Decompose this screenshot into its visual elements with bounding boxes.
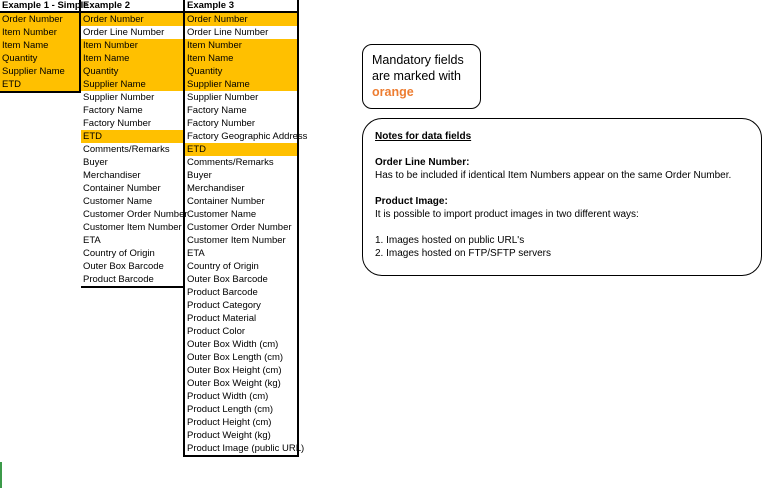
field-row: Customer Item Number xyxy=(83,222,182,233)
field-row: Customer Item Number xyxy=(187,235,286,246)
field-row: Order Number xyxy=(81,13,183,26)
field-row: Outer Box Height (cm) xyxy=(187,365,282,376)
field-row: Comments/Remarks xyxy=(83,144,170,155)
field-row: Product Height (cm) xyxy=(187,417,272,428)
field-row: Product Category xyxy=(187,300,261,311)
mandatory-highlight-word: orange xyxy=(372,85,414,99)
field-row: Product Length (cm) xyxy=(187,404,274,415)
field-row: Merchandiser xyxy=(187,183,245,194)
field-row: Factory Number xyxy=(187,118,256,129)
field-row: Factory Number xyxy=(83,118,152,129)
field-row: Order Number xyxy=(0,13,79,26)
field-row: Outer Box Width (cm) xyxy=(187,339,279,350)
field-row: ETD xyxy=(81,130,183,143)
field-row: Container Number xyxy=(83,183,161,194)
image-option-2: 2. Images hosted on FTP/SFTP servers xyxy=(375,248,551,259)
field-row: Factory Name xyxy=(187,105,247,116)
field-row: Supplier Number xyxy=(187,92,259,103)
field-row: Product Barcode xyxy=(187,287,258,298)
column-header: Example 1 - Simple xyxy=(2,0,89,11)
field-row: Supplier Number xyxy=(83,92,155,103)
field-row: Factory Geographic Address xyxy=(187,131,308,142)
image-option-1: 1. Images hosted on public URL's xyxy=(375,235,525,246)
field-row: Order Line Number xyxy=(187,27,269,38)
field-row: Factory Name xyxy=(83,105,143,116)
example-2-column xyxy=(81,0,188,288)
field-row: Customer Order Number xyxy=(83,209,188,220)
example-3-column xyxy=(183,0,308,457)
column-header: Example 3 xyxy=(185,0,297,13)
field-row: Customer Order Number xyxy=(187,222,292,233)
field-row: Buyer xyxy=(83,157,108,168)
field-row: Product Weight (kg) xyxy=(187,430,271,441)
field-row: Product Barcode xyxy=(83,274,154,285)
field-row: Buyer xyxy=(187,170,212,181)
field-row: Product Color xyxy=(187,326,246,337)
field-row: Quantity xyxy=(0,52,79,65)
field-row: Quantity xyxy=(185,65,297,78)
order-line-text: Has to be included if identical Item Numbers appear on the same Order Number. xyxy=(375,170,732,181)
field-row: Item Name xyxy=(81,52,183,65)
field-row: Outer Box Barcode xyxy=(83,261,164,272)
field-row: Comments/Remarks xyxy=(187,157,274,168)
field-row: Supplier Name xyxy=(185,78,297,91)
field-row: Supplier Name xyxy=(81,78,183,91)
field-row: Container Number xyxy=(187,196,265,207)
field-row: ETD xyxy=(185,143,297,156)
notes-title: Notes for data fields xyxy=(375,131,472,142)
column-header: Example 2 xyxy=(81,0,183,13)
product-image-text: It is possible to import product images in two different ways: xyxy=(375,209,639,220)
field-row: Country of Origin xyxy=(187,261,259,272)
field-row: Product Material xyxy=(187,313,257,324)
field-row: Quantity xyxy=(81,65,183,78)
field-row: Order Line Number xyxy=(83,27,165,38)
field-row: Merchandiser xyxy=(83,170,141,181)
field-row: Supplier Name xyxy=(0,65,79,78)
field-row: Item Number xyxy=(0,26,79,39)
product-image-heading: Product Image: xyxy=(375,196,448,207)
field-row: Outer Box Weight (kg) xyxy=(187,378,281,389)
field-row: Country of Origin xyxy=(83,248,155,259)
field-row: Item Number xyxy=(185,39,297,52)
field-row: Customer Name xyxy=(83,196,153,207)
field-row: Order Number xyxy=(185,13,297,26)
field-row: Product Width (cm) xyxy=(187,391,269,402)
field-row: ETA xyxy=(187,248,205,259)
field-row: ETA xyxy=(83,235,101,246)
field-row: Outer Box Barcode xyxy=(187,274,268,285)
mandatory-line-2: are marked with xyxy=(372,69,461,83)
field-row: ETD xyxy=(0,78,79,91)
notes-box xyxy=(362,118,762,276)
field-row: Item Name xyxy=(0,39,79,52)
order-line-heading: Order Line Number: xyxy=(375,157,470,168)
mandatory-legend-box xyxy=(362,44,481,109)
example-1-column xyxy=(0,0,89,93)
field-row: Product Image (public URL) xyxy=(187,443,305,454)
sheet-edge-marker xyxy=(0,462,2,488)
field-row: Customer Name xyxy=(187,209,257,220)
mandatory-line-1: Mandatory fields xyxy=(372,53,464,67)
field-row: Item Number xyxy=(81,39,183,52)
field-row: Outer Box Length (cm) xyxy=(187,352,284,363)
field-row: Item Name xyxy=(185,52,297,65)
